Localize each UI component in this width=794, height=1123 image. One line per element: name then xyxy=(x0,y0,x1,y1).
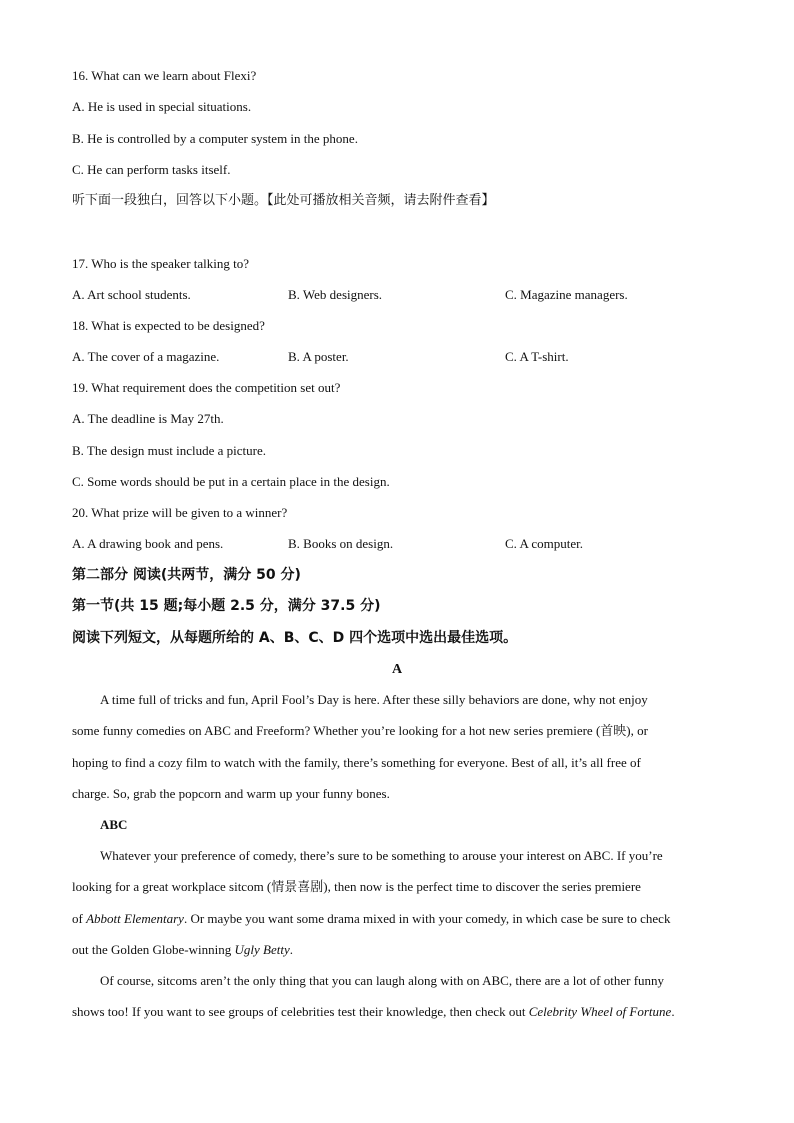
reading-instruction: 阅读下列短文，从每题所给的 A、B、C、D 四个选项中选出最佳选项。 xyxy=(72,630,518,646)
q18-option-c: C. A T-shirt. xyxy=(505,349,569,364)
para2-line3-post: . Or maybe you want some drama mixed in with your comedy, in which case be sure to check xyxy=(183,911,671,926)
q17-stem: 17. Who is the speaker talking to? xyxy=(72,256,250,271)
part2-heading: 第二部分 阅读(共两节，满分 50 分) xyxy=(72,567,301,583)
q20-option-a: A. A drawing book and pens. xyxy=(72,536,224,551)
para1-line3: hoping to find a cozy film to watch with the family, there’s something for everyone. Best of all, it’s all free of xyxy=(72,755,641,770)
q16-option-c: C. He can perform tasks itself. xyxy=(72,162,231,177)
subheading-abc: ABC xyxy=(100,817,128,832)
para2-line4-post: . xyxy=(289,942,293,957)
q16-option-a: A. He is used in special situations. xyxy=(72,99,252,114)
para2-line3-pre: of xyxy=(72,911,87,926)
section1-heading: 第一节(共 15 题;每小题 2.5 分，满分 37.5 分) xyxy=(72,598,381,614)
q18-option-a: A. The cover of a magazine. xyxy=(72,349,220,364)
para3-line2 xyxy=(72,1004,675,1020)
q20-stem: 20. What prize will be given to a winner? xyxy=(72,505,288,520)
para3-line2-pre: shows too! If you want to see groups of celebrities test their knowledge, then check out xyxy=(72,1004,529,1019)
para3-line2-post: . xyxy=(671,1004,675,1019)
q17-option-c: C. Magazine managers. xyxy=(505,287,628,302)
q16-option-b: B. He is controlled by a computer system in the phone. xyxy=(72,131,358,146)
para1-line1: A time full of tricks and fun, April Fool’s Day is here. After these silly behaviors are done, why not enjoy xyxy=(100,692,648,707)
q18-stem: 18. What is expected to be designed? xyxy=(72,318,265,333)
para2-line1: Whatever your preference of comedy, there’s sure to be something to arouse your interest on ABC. If you’re xyxy=(100,848,663,863)
q19-option-b: B. The design must include a picture. xyxy=(72,443,266,458)
para2-line2: looking for a great workplace sitcom (情景喜剧), then now is the perfect time to discover the series premiere xyxy=(72,879,641,894)
q19-option-c: C. Some words should be put in a certain place in the design. xyxy=(72,474,390,489)
passage-label: A xyxy=(391,662,403,677)
para2-line4-pre: out the Golden Globe-winning xyxy=(72,942,235,957)
q19-stem: 19. What requirement does the competition set out? xyxy=(72,380,341,395)
para3-line1: Of course, sitcoms aren’t the only thing that you can laugh along with on ABC, there are a lot of other funny xyxy=(100,973,665,988)
para2-line4 xyxy=(72,942,293,958)
q17-option-b: B. Web designers. xyxy=(288,287,383,302)
listening-instruction: 听下面一段独白，回答以下小题。【此处可播放相关音频，请去附件查看】 xyxy=(72,193,495,208)
show-title-ugly-betty: Ugly Betty xyxy=(234,942,290,957)
para1-line2: some funny comedies on ABC and Freeform? Whether you’re looking for a hot new series premiere (首映), or xyxy=(72,723,648,738)
q17-option-a: A. Art school students. xyxy=(72,287,191,302)
para2-line3 xyxy=(72,911,670,927)
show-title-celebrity-wheel: Celebrity Wheel of Fortune xyxy=(528,1004,672,1019)
q19-option-a: A. The deadline is May 27th. xyxy=(72,411,224,426)
q20-option-b: B. Books on design. xyxy=(288,536,394,551)
para1-line4: charge. So, grab the popcorn and warm up your funny bones. xyxy=(72,786,390,801)
q20-option-c: C. A computer. xyxy=(505,536,583,551)
show-title-abbott-elementary: Abbott Elementary xyxy=(86,911,184,926)
q16-stem: 16. What can we learn about Flexi? xyxy=(72,68,257,83)
q18-option-b: B. A poster. xyxy=(288,349,349,364)
